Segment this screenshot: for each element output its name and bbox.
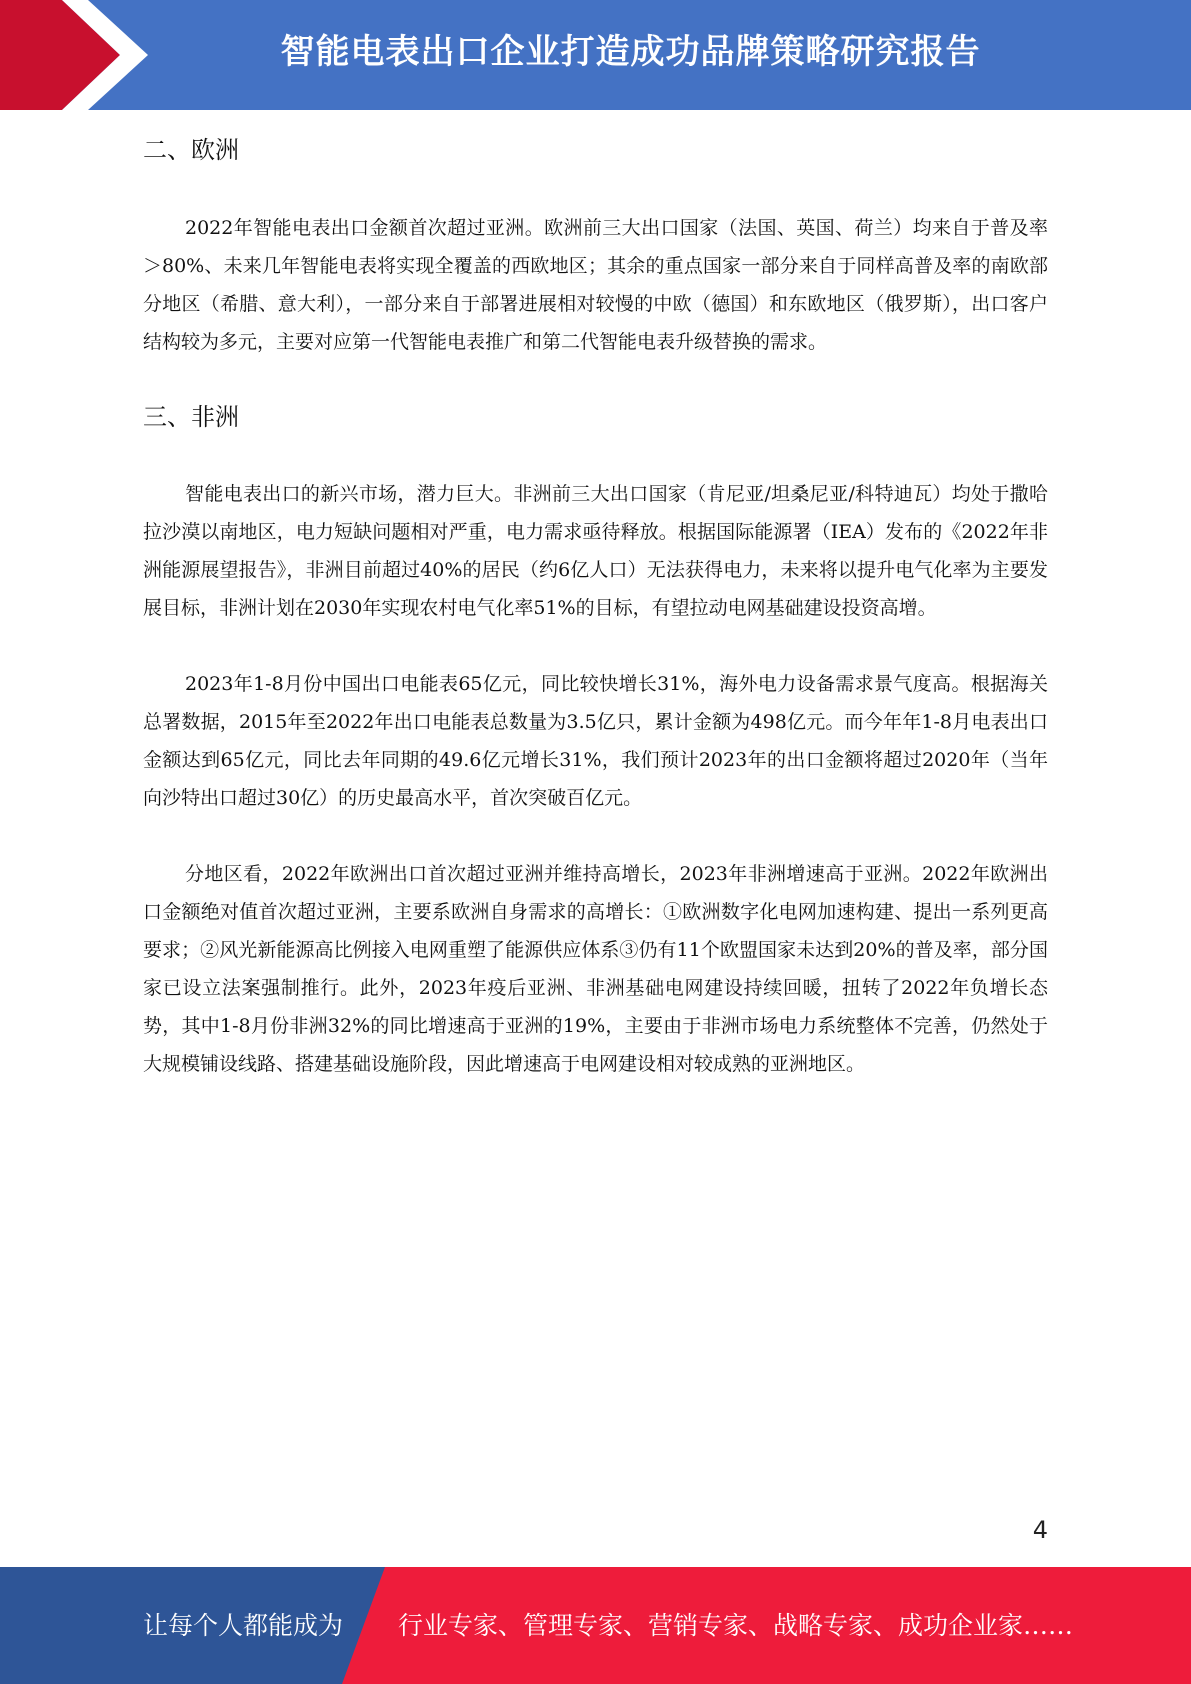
footer-slogan-left: 让每个人都能成为	[143, 1611, 344, 1640]
report-title: 智能电表出口企业打造成功品牌策略研究报告	[280, 32, 981, 72]
header-arrow-decoration	[0, 0, 150, 110]
paragraph-export-data: 2023年1-8月份中国出口电能表65亿元，同比较快增长31%，海外电力设备需求景气度高。根据海关总署数据，2015年至2022年出口电能表总数量为3.5亿只，累计金额为498亿元。而今年年1-8月电表出口金额达到65亿元，同比去年同期的49.6亿元增长31%，我们预计2023年的出口金额将超过2020年（当年向沙特出口超过30亿）的历史最高水平，首次突破百亿元。	[143, 673, 1048, 809]
section-heading-europe: 二、欧洲	[143, 136, 239, 164]
paragraph-europe: 2022年智能电表出口金额首次超过亚洲。欧洲前三大出口国家（法国、英国、荷兰）均来自于普及率＞80%、未来几年智能电表将实现全覆盖的西欧地区；其余的重点国家一部分来自于同样高普及率的南欧部分地区（希腊、意大利），一部分来自于部署进展相对较慢的中欧（德国）和东欧地区（俄罗斯），出口客户结构较为多元，主要对应第一代智能电表推广和第二代智能电表升级替换的需求。	[143, 217, 1048, 353]
paragraph-regional-analysis: 分地区看，2022年欧洲出口首次超过亚洲并维持高增长，2023年非洲增速高于亚洲。2022年欧洲出口金额绝对值首次超过亚洲，主要系欧洲自身需求的高增长：①欧洲数字化电网加速构建、提出一系列更高要求；②风光新能源高比例接入电网重塑了能源供应体系③仍有11个欧盟国家未达到20%的普及率，部分国家已设立法案强制推行。此外，2023年疫后亚洲、非洲基础电网建设持续回暖，扭转了2022年负增长态势，其中1-8月份非洲32%的同比增速高于亚洲的19%，主要由于非洲市场电力系统整体不完善，仍然处于大规模铺设线路、搭建基础设施阶段，因此增速高于电网建设相对较成熟的亚洲地区。	[143, 863, 1048, 1075]
header-banner	[0, 0, 1191, 110]
paragraph-africa-market: 智能电表出口的新兴市场，潜力巨大。非洲前三大出口国家（肯尼亚/坦桑尼亚/科特迪瓦）均处于撒哈拉沙漠以南地区，电力短缺问题相对严重，电力需求亟待释放。根据国际能源署（IEA）发布的《2022年非洲能源展望报告》，非洲目前超过40%的居民（约6亿人口）无法获得电力，未来将以提升电气化率为主要发展目标，非洲计划在2030年实现农村电气化率51%的目标，有望拉动电网基础建设投资高增。	[143, 483, 1048, 619]
footer-banner	[0, 1567, 1191, 1684]
footer-slogan-right: 行业专家、管理专家、营销专家、战略专家、成功企业家……	[398, 1611, 1074, 1640]
page-number: 4	[1032, 1516, 1048, 1544]
document-body	[143, 128, 1048, 1083]
section-heading-africa: 三、非洲	[143, 403, 239, 431]
